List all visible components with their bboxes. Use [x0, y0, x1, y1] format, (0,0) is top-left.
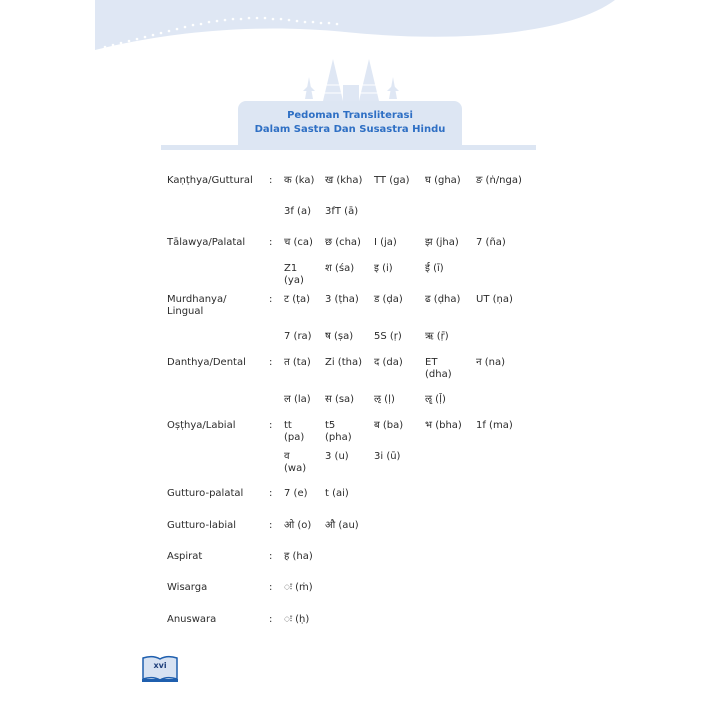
letter-cell: ET (dha) [425, 357, 452, 380]
row-colon: : [269, 237, 273, 248]
letter-cell: 3fT (ā) [325, 206, 359, 217]
temple-gate-icon [295, 55, 407, 103]
letter-cell: ष (ṣa) [325, 331, 354, 342]
letter-cell: ऋ (ṝ) [425, 331, 449, 342]
letter-cell: ख (kha) [325, 175, 363, 186]
row-label: Gutturo-palatal [167, 488, 244, 499]
page-title-line1: Pedoman Transliterasi [287, 110, 413, 121]
letter-cell: स (sa) [325, 394, 355, 405]
letter-cell: ल (la) [284, 394, 311, 405]
letter-cell: घ (gha) [425, 175, 461, 186]
page-title-line2: Dalam Sastra Dan Susastra Hindu [254, 124, 446, 135]
letter-cell: 3 (u) [325, 451, 349, 462]
letter-cell: छ (cha) [325, 237, 361, 248]
letter-cell: 7 (ra) [284, 331, 312, 342]
letter-cell: त (ta) [284, 357, 311, 368]
row-colon: : [269, 420, 273, 431]
letter-cell: 1f (ma) [476, 420, 513, 431]
letter-cell: ब (ba) [374, 420, 404, 431]
letter-cell: ह (ha) [284, 551, 313, 562]
letter-cell: व (wa) [284, 451, 307, 474]
letter-cell: tt (pa) [284, 420, 305, 443]
letter-cell: औ (au) [325, 520, 359, 531]
letter-cell: श (śa) [325, 263, 355, 274]
letter-cell: ङ (ṅ/nga) [476, 175, 522, 186]
row-label: Murdhanya/ Lingual [167, 294, 227, 317]
letter-cell: भ (bha) [425, 420, 462, 431]
letter-cell: च (ca) [284, 237, 313, 248]
letter-cell: UT (ṇa) [476, 294, 513, 305]
letter-cell: 3i (ū) [374, 451, 401, 462]
letter-cell: ः (ḥ) [284, 614, 310, 625]
letter-cell: झ (jha) [425, 237, 459, 248]
letter-cell: क (ka) [284, 175, 315, 186]
row-label: Tālawya/Palatal [167, 237, 246, 248]
letter-cell: 3f (a) [284, 206, 311, 217]
letter-cell: इ (i) [374, 263, 393, 274]
row-colon: : [269, 357, 273, 368]
letter-cell: 5S (ṛ) [374, 331, 402, 342]
letter-cell: द (da) [374, 357, 403, 368]
header-wave-decoration [95, 0, 615, 60]
letter-cell: t5 (pha) [325, 420, 352, 443]
row-label: Oṣṭhya/Labial [167, 420, 236, 431]
letter-cell: Zi (tha) [325, 357, 362, 368]
row-label: Aspirat [167, 551, 203, 562]
row-colon: : [269, 551, 273, 562]
letter-cell: ऌ (ḷ) [374, 394, 395, 405]
letter-cell: न (na) [476, 357, 505, 368]
letter-cell: t (ai) [325, 488, 349, 499]
letter-cell: ॡ (ḹ) [425, 394, 446, 405]
row-label: Kaṇṭhya/Guttural [167, 175, 253, 186]
letter-cell: ः (ṁ) [284, 582, 313, 593]
letter-cell: ट (ṭa) [284, 294, 311, 305]
letter-cell: 3 (ṭha) [325, 294, 359, 305]
letter-cell: ड (ḍa) [374, 294, 403, 305]
row-label: Wisarga [167, 582, 208, 593]
row-colon: : [269, 582, 273, 593]
row-colon: : [269, 614, 273, 625]
letter-cell: ओ (o) [284, 520, 312, 531]
letter-cell: ई (ī) [425, 263, 444, 274]
row-label: Danthya/Dental [167, 357, 246, 368]
letter-cell: ढ (ḍha) [425, 294, 461, 305]
row-colon: : [269, 294, 273, 305]
page-number: xvi [153, 661, 167, 670]
row-colon: : [269, 175, 273, 186]
letter-cell: Z1 (ya) [284, 263, 304, 286]
title-box [238, 101, 462, 147]
row-label: Anuswara [167, 614, 217, 625]
row-label: Gutturo-labial [167, 520, 237, 531]
letter-cell: TT (ga) [374, 175, 410, 186]
letter-cell: 7 (e) [284, 488, 308, 499]
row-colon: : [269, 520, 273, 531]
letter-cell: 7 (ña) [476, 237, 506, 248]
letter-cell: I (ja) [374, 237, 397, 248]
row-colon: : [269, 488, 273, 499]
title-underline [161, 145, 536, 150]
